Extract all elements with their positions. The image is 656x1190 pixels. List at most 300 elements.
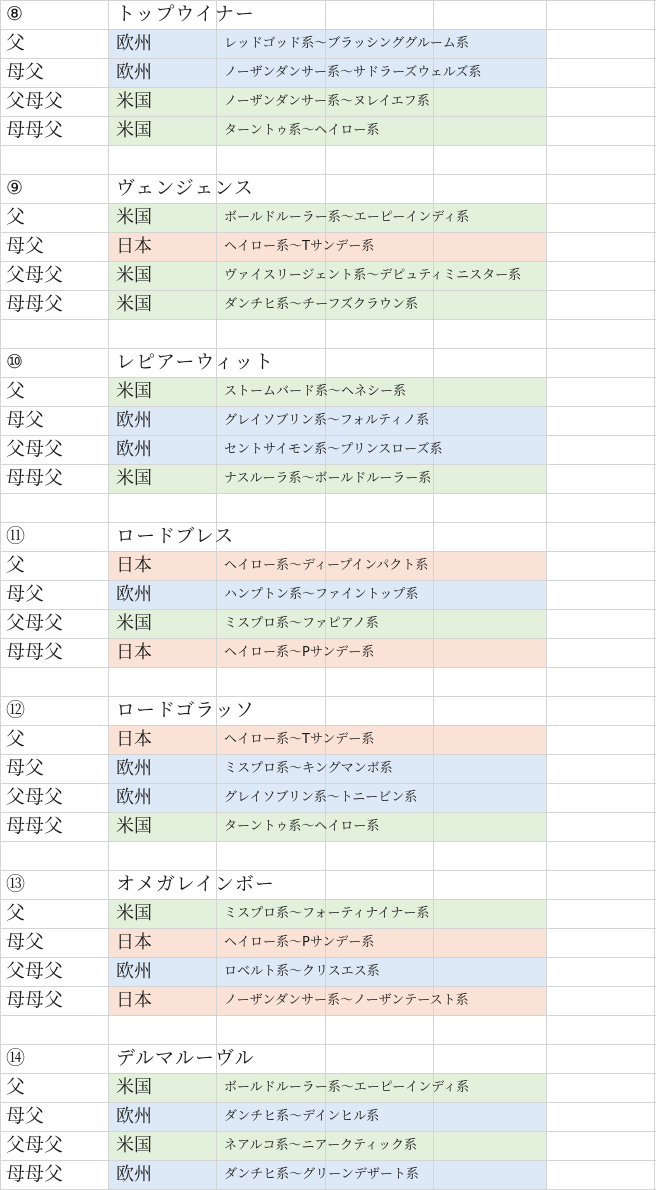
grid-vline — [654, 58, 655, 87]
grid-vline — [108, 29, 109, 58]
grid-vline — [546, 754, 547, 783]
pedigree-region: 日本 — [116, 236, 152, 257]
pedigree-row[interactable] — [0, 1073, 656, 1102]
grid-vline — [0, 1160, 1, 1189]
grid-vline — [433, 232, 434, 261]
grid-vline — [546, 609, 547, 638]
grid-vline — [108, 377, 109, 406]
grid-vline — [546, 522, 547, 551]
grid-vline — [216, 145, 217, 174]
pedigree-region: 日本 — [116, 555, 152, 576]
pedigree-line: ダンチヒ系～グリーンデザート系 — [224, 1167, 419, 1182]
grid-vline — [0, 145, 1, 174]
grid-vline — [108, 551, 109, 580]
pedigree-line: ダンチヒ系～チーフズクラウン系 — [224, 297, 418, 312]
pedigree-role: 父母父 — [6, 786, 64, 808]
pedigree-row[interactable] — [0, 899, 656, 928]
grid-vline — [546, 87, 547, 116]
horse-header-row[interactable] — [0, 174, 656, 203]
grid-vline — [654, 1015, 655, 1044]
grid-vline — [216, 377, 217, 406]
pedigree-row[interactable] — [0, 957, 656, 986]
pedigree-role: 父 — [6, 1076, 26, 1098]
grid-hline — [0, 319, 656, 320]
grid-vline — [654, 667, 655, 696]
grid-vline — [108, 899, 109, 928]
grid-vline — [546, 232, 547, 261]
grid-vline — [108, 348, 109, 377]
grid-vline — [654, 29, 655, 58]
grid-vline — [0, 841, 1, 870]
grid-vline — [0, 87, 1, 116]
pedigree-row[interactable] — [0, 1131, 656, 1160]
grid-vline — [546, 1044, 547, 1073]
grid-vline — [433, 1044, 434, 1073]
pedigree-region: 米国 — [116, 1077, 152, 1098]
grid-hline — [0, 0, 656, 1]
grid-vline — [546, 1073, 547, 1102]
pedigree-row[interactable] — [0, 551, 656, 580]
pedigree-role: 母父 — [6, 583, 45, 605]
pedigree-line: ヘイロー系～Pサンデー系 — [224, 645, 375, 660]
pedigree-role: 父母父 — [6, 1134, 64, 1156]
grid-vline — [433, 319, 434, 348]
grid-vline — [216, 957, 217, 986]
horse-name: オメガレインボー — [116, 873, 275, 895]
pedigree-line: ストームバード系～ヘネシー系 — [224, 384, 407, 399]
horse-number: ⑩ — [6, 351, 24, 373]
grid-vline — [433, 116, 434, 145]
pedigree-row[interactable] — [0, 754, 656, 783]
grid-vline — [546, 29, 547, 58]
grid-vline — [654, 174, 655, 203]
pedigree-region: 欧州 — [116, 758, 152, 779]
pedigree-role: 父母父 — [6, 264, 64, 286]
pedigree-region: 欧州 — [116, 787, 152, 808]
grid-vline — [546, 580, 547, 609]
grid-vline — [546, 696, 547, 725]
grid-vline — [433, 638, 434, 667]
grid-vline — [546, 899, 547, 928]
grid-vline — [108, 986, 109, 1015]
horse-header-row[interactable] — [0, 522, 656, 551]
pedigree-row[interactable] — [0, 116, 656, 145]
pedigree-line: ミスプロ系～フォーティナイナー系 — [224, 906, 430, 921]
grid-vline — [546, 667, 547, 696]
grid-vline — [108, 725, 109, 754]
grid-vline — [108, 232, 109, 261]
grid-vline — [433, 348, 434, 377]
pedigree-row[interactable] — [0, 406, 656, 435]
grid-hline — [0, 145, 656, 146]
grid-vline — [216, 58, 217, 87]
grid-vline — [433, 957, 434, 986]
horse-header-row[interactable] — [0, 870, 656, 899]
pedigree-row[interactable] — [0, 87, 656, 116]
pedigree-region: 欧州 — [116, 439, 152, 460]
grid-vline — [216, 261, 217, 290]
pedigree-line: グレイソブリン系～フォルティノ系 — [224, 413, 430, 428]
grid-vline — [546, 986, 547, 1015]
pedigree-region: 日本 — [116, 729, 152, 750]
grid-vline — [0, 406, 1, 435]
pedigree-row[interactable] — [0, 609, 656, 638]
grid-vline — [108, 1073, 109, 1102]
grid-vline — [433, 870, 434, 899]
grid-vline — [433, 667, 434, 696]
blank-row[interactable] — [0, 493, 656, 522]
grid-vline — [108, 870, 109, 899]
grid-vline — [654, 783, 655, 812]
grid-vline — [546, 841, 547, 870]
grid-vline — [433, 580, 434, 609]
grid-vline — [108, 696, 109, 725]
grid-vline — [108, 145, 109, 174]
grid-hline — [0, 493, 656, 494]
grid-vline — [0, 1044, 1, 1073]
grid-vline — [546, 812, 547, 841]
pedigree-role: 母母父 — [6, 1163, 64, 1185]
pedigree-role: 父母父 — [6, 90, 64, 112]
pedigree-line: ネアルコ系～ニアークティック系 — [224, 1138, 418, 1153]
pedigree-row[interactable] — [0, 928, 656, 957]
grid-vline — [654, 0, 655, 29]
pedigree-line: ヘイロー系～Pサンデー系 — [224, 935, 375, 950]
grid-vline — [325, 1015, 326, 1044]
grid-vline — [216, 1160, 217, 1189]
grid-vline — [546, 493, 547, 522]
pedigree-role: 母母父 — [6, 989, 64, 1011]
grid-vline — [546, 870, 547, 899]
grid-vline — [433, 1160, 434, 1189]
grid-vline — [216, 667, 217, 696]
grid-vline — [0, 348, 1, 377]
grid-vline — [325, 493, 326, 522]
pedigree-row[interactable] — [0, 812, 656, 841]
pedigree-region: 米国 — [116, 816, 152, 837]
pedigree-line: ロベルト系～クリスエス系 — [224, 964, 380, 979]
grid-vline — [0, 232, 1, 261]
grid-vline — [433, 725, 434, 754]
grid-vline — [546, 0, 547, 29]
grid-vline — [546, 261, 547, 290]
pedigree-row[interactable] — [0, 29, 656, 58]
grid-vline — [654, 203, 655, 232]
pedigree-region: 欧州 — [116, 584, 152, 605]
grid-vline — [546, 928, 547, 957]
grid-vline — [216, 580, 217, 609]
grid-vline — [0, 435, 1, 464]
grid-vline — [216, 1102, 217, 1131]
pedigree-region: 米国 — [116, 468, 152, 489]
grid-vline — [108, 261, 109, 290]
grid-vline — [654, 290, 655, 319]
grid-vline — [433, 551, 434, 580]
pedigree-line: ノーザンダンサー系～ヌレイエフ系 — [224, 94, 430, 109]
grid-vline — [0, 638, 1, 667]
pedigree-line: ノーザンダンサー系～サドラーズウェルズ系 — [224, 65, 482, 80]
blank-row[interactable] — [0, 841, 656, 870]
pedigree-line: ハンプトン系～ファイントップ系 — [224, 587, 419, 602]
grid-vline — [433, 899, 434, 928]
grid-vline — [216, 783, 217, 812]
grid-vline — [108, 1015, 109, 1044]
horse-name: ロードブレス — [116, 525, 235, 547]
grid-vline — [325, 667, 326, 696]
horse-header-row[interactable] — [0, 0, 656, 29]
grid-vline — [108, 87, 109, 116]
pedigree-row[interactable] — [0, 377, 656, 406]
grid-vline — [546, 116, 547, 145]
horse-header-row[interactable] — [0, 348, 656, 377]
grid-vline — [433, 290, 434, 319]
grid-vline — [0, 464, 1, 493]
grid-vline — [654, 957, 655, 986]
grid-vline — [546, 783, 547, 812]
grid-vline — [654, 1102, 655, 1131]
horse-number: ⑬ — [6, 873, 26, 895]
pedigree-role: 父 — [6, 728, 26, 750]
grid-vline — [433, 609, 434, 638]
pedigree-role: 母父 — [6, 931, 45, 953]
grid-vline — [216, 1015, 217, 1044]
pedigree-role: 母父 — [6, 235, 45, 257]
grid-vline — [654, 1160, 655, 1189]
pedigree-region: 米国 — [116, 120, 152, 141]
grid-vline — [0, 29, 1, 58]
grid-vline — [325, 522, 326, 551]
pedigree-region: 米国 — [116, 294, 152, 315]
pedigree-role: 母父 — [6, 757, 45, 779]
pedigree-role: 母母父 — [6, 119, 64, 141]
pedigree-row[interactable] — [0, 638, 656, 667]
grid-vline — [325, 174, 326, 203]
pedigree-line: レッドゴッド系～ブラッシンググルーム系 — [224, 36, 469, 51]
pedigree-line: ダンチヒ系～デインヒル系 — [224, 1109, 380, 1124]
grid-hline — [0, 696, 656, 697]
grid-vline — [433, 783, 434, 812]
grid-hline — [0, 522, 656, 523]
pedigree-region: 日本 — [116, 932, 152, 953]
grid-vline — [216, 203, 217, 232]
grid-vline — [546, 551, 547, 580]
pedigree-line: ターントゥ系～ヘイロー系 — [224, 123, 380, 138]
grid-vline — [654, 435, 655, 464]
grid-vline — [654, 928, 655, 957]
horse-header-row[interactable] — [0, 1044, 656, 1073]
grid-vline — [216, 754, 217, 783]
grid-vline — [546, 464, 547, 493]
grid-vline — [108, 464, 109, 493]
grid-vline — [216, 116, 217, 145]
grid-vline — [0, 783, 1, 812]
grid-vline — [654, 986, 655, 1015]
pedigree-line: セントサイモン系～プリンスローズ系 — [224, 442, 443, 457]
grid-vline — [216, 290, 217, 319]
grid-vline — [546, 203, 547, 232]
pedigree-role: 父 — [6, 902, 26, 924]
pedigree-row[interactable] — [0, 203, 656, 232]
grid-vline — [654, 522, 655, 551]
pedigree-role: 父母父 — [6, 612, 64, 634]
grid-vline — [654, 348, 655, 377]
pedigree-row[interactable] — [0, 435, 656, 464]
grid-vline — [325, 145, 326, 174]
pedigree-row[interactable] — [0, 290, 656, 319]
pedigree-region: 欧州 — [116, 33, 152, 54]
grid-vline — [654, 580, 655, 609]
pedigree-line: ミスプロ系～キングマンボ系 — [224, 761, 393, 776]
pedigree-row[interactable] — [0, 261, 656, 290]
grid-vline — [0, 551, 1, 580]
grid-vline — [654, 377, 655, 406]
grid-hline — [0, 870, 656, 871]
grid-vline — [654, 812, 655, 841]
grid-vline — [0, 754, 1, 783]
grid-vline — [654, 261, 655, 290]
pedigree-role: 母母父 — [6, 641, 64, 663]
grid-vline — [108, 957, 109, 986]
grid-vline — [546, 377, 547, 406]
pedigree-row[interactable] — [0, 58, 656, 87]
grid-vline — [108, 609, 109, 638]
grid-vline — [108, 290, 109, 319]
pedigree-role: 父 — [6, 32, 26, 54]
grid-vline — [654, 1073, 655, 1102]
grid-vline — [0, 609, 1, 638]
grid-vline — [654, 116, 655, 145]
grid-vline — [108, 580, 109, 609]
grid-vline — [546, 638, 547, 667]
pedigree-row[interactable] — [0, 464, 656, 493]
pedigree-row[interactable] — [0, 986, 656, 1015]
blank-row[interactable] — [0, 1015, 656, 1044]
grid-vline — [0, 812, 1, 841]
pedigree-line: ヴァイスリージェント系～デピュティミニスター系 — [224, 268, 522, 283]
pedigree-region: 欧州 — [116, 410, 152, 431]
grid-vline — [546, 290, 547, 319]
horse-number: ⑭ — [6, 1047, 26, 1069]
pedigree-row[interactable] — [0, 232, 656, 261]
pedigree-role: 母母父 — [6, 293, 64, 315]
grid-vline — [0, 261, 1, 290]
horse-name: トップウイナー — [116, 3, 255, 25]
pedigree-role: 母母父 — [6, 815, 64, 837]
grid-vline — [433, 145, 434, 174]
grid-vline — [216, 899, 217, 928]
grid-vline — [654, 899, 655, 928]
grid-vline — [654, 551, 655, 580]
grid-vline — [216, 928, 217, 957]
pedigree-line: ターントゥ系～ヘイロー系 — [224, 819, 380, 834]
pedigree-region: 米国 — [116, 613, 152, 634]
grid-vline — [433, 522, 434, 551]
grid-vline — [654, 1131, 655, 1160]
grid-vline — [108, 754, 109, 783]
horse-name: レピアーウィット — [116, 351, 275, 373]
grid-vline — [546, 435, 547, 464]
pedigree-role: 母父 — [6, 61, 45, 83]
grid-hline — [0, 667, 656, 668]
grid-vline — [546, 1160, 547, 1189]
grid-vline — [433, 1102, 434, 1131]
grid-vline — [108, 783, 109, 812]
horse-name: ロードゴラッソ — [116, 699, 255, 721]
grid-vline — [654, 870, 655, 899]
grid-vline — [216, 29, 217, 58]
grid-vline — [433, 493, 434, 522]
grid-vline — [0, 696, 1, 725]
grid-vline — [216, 435, 217, 464]
grid-vline — [546, 145, 547, 174]
grid-vline — [216, 87, 217, 116]
grid-vline — [0, 203, 1, 232]
grid-vline — [546, 1015, 547, 1044]
grid-vline — [433, 754, 434, 783]
grid-vline — [0, 899, 1, 928]
grid-vline — [546, 725, 547, 754]
grid-vline — [0, 522, 1, 551]
pedigree-row[interactable] — [0, 1160, 656, 1189]
pedigree-region: 米国 — [116, 1135, 152, 1156]
grid-vline — [546, 406, 547, 435]
pedigree-row[interactable] — [0, 580, 656, 609]
grid-vline — [108, 522, 109, 551]
grid-hline — [0, 1015, 656, 1016]
horse-header-row[interactable] — [0, 696, 656, 725]
grid-vline — [654, 754, 655, 783]
grid-hline — [0, 1044, 656, 1045]
grid-hline — [0, 348, 656, 349]
blank-row[interactable] — [0, 667, 656, 696]
pedigree-line: ヘイロー系～Tサンデー系 — [224, 732, 375, 747]
grid-vline — [216, 464, 217, 493]
grid-vline — [0, 116, 1, 145]
blank-row[interactable] — [0, 145, 656, 174]
grid-vline — [108, 928, 109, 957]
pedigree-region: 欧州 — [116, 1106, 152, 1127]
pedigree-region: 米国 — [116, 903, 152, 924]
pedigree-row[interactable] — [0, 783, 656, 812]
grid-vline — [325, 696, 326, 725]
grid-vline — [433, 464, 434, 493]
pedigree-row[interactable] — [0, 725, 656, 754]
grid-vline — [433, 812, 434, 841]
grid-vline — [0, 0, 1, 29]
grid-vline — [325, 1044, 326, 1073]
grid-vline — [216, 1131, 217, 1160]
pedigree-region: 欧州 — [116, 1164, 152, 1185]
pedigree-region: 米国 — [116, 91, 152, 112]
grid-vline — [654, 87, 655, 116]
grid-vline — [654, 232, 655, 261]
pedigree-region: 欧州 — [116, 62, 152, 83]
grid-vline — [0, 986, 1, 1015]
grid-vline — [433, 406, 434, 435]
grid-vline — [216, 1073, 217, 1102]
grid-vline — [0, 667, 1, 696]
grid-vline — [325, 870, 326, 899]
pedigree-row[interactable] — [0, 1102, 656, 1131]
grid-vline — [108, 58, 109, 87]
grid-vline — [433, 377, 434, 406]
grid-vline — [108, 319, 109, 348]
grid-vline — [433, 1131, 434, 1160]
blank-row[interactable] — [0, 319, 656, 348]
pedigree-region: 米国 — [116, 265, 152, 286]
grid-vline — [546, 319, 547, 348]
horse-number: ⑪ — [6, 525, 26, 547]
